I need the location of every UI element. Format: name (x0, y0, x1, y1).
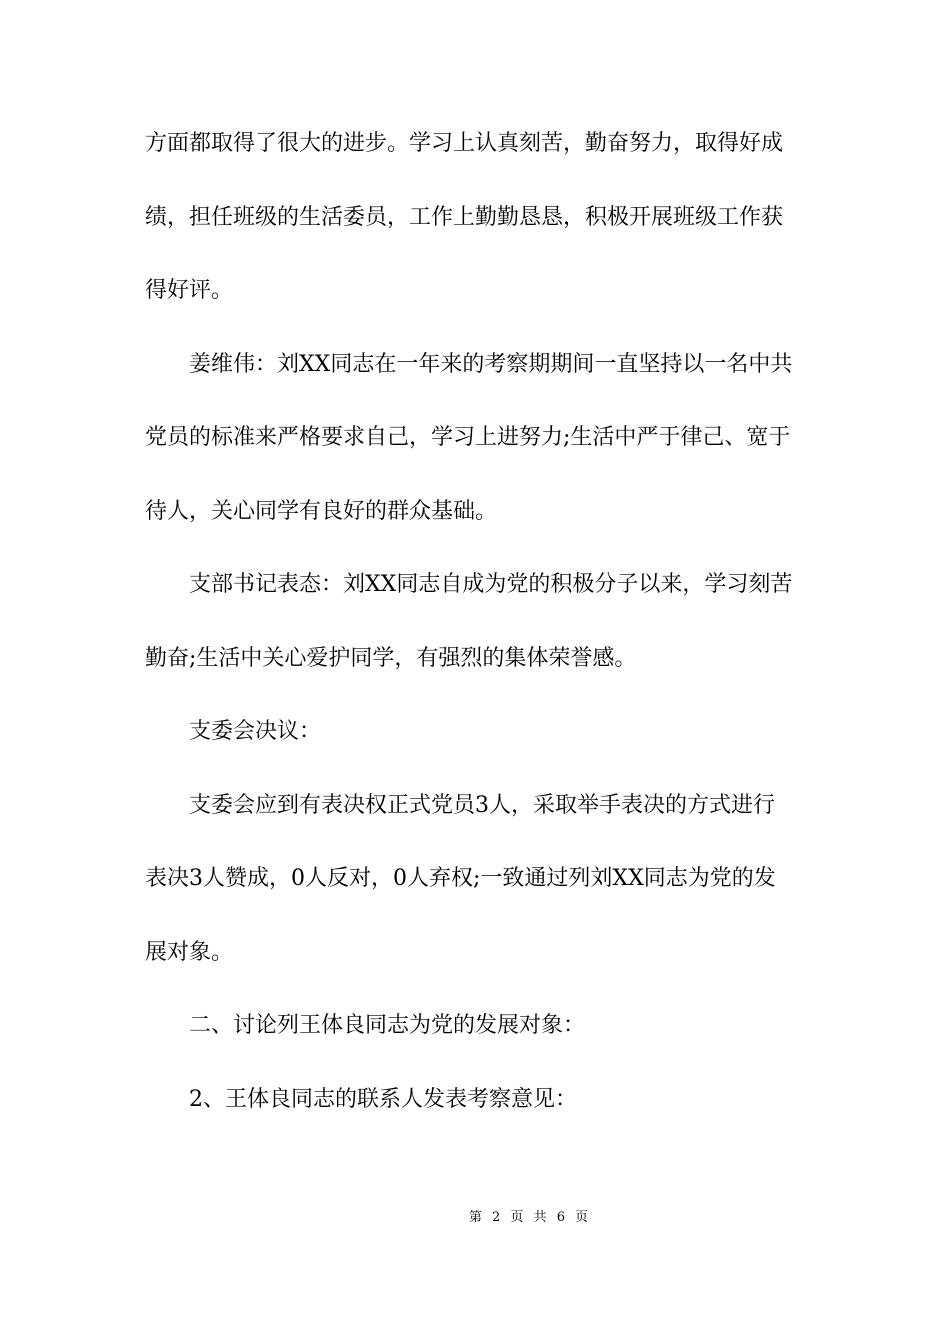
paragraph-line: 方面都取得了很大的进步。学习上认真刻苦，勤奋努力，取得好成 (145, 131, 784, 156)
document-body (145, 126, 810, 1155)
paragraph-line: 得好评。 (145, 278, 234, 303)
paragraph-line: 党员的标准来严格要求自己，学习上进努力;生活中严于律己、宽于 (145, 425, 791, 450)
page-number-footer: 第 2 页 共 6 页 (468, 1210, 592, 1225)
paragraph-line: 支委会应到有表决权正式党员3人，采取举手表决的方式进行 (189, 792, 775, 818)
paragraph-line: 勤奋;生活中关心爱护同学，有强烈的集体荣誉感。 (145, 645, 637, 671)
paragraph-line: 表决3人赞成，0人反对，0人弃权;一致通过列刘XX同志为党的发 (145, 866, 776, 891)
paragraph-line: 待人，关心同学有良好的群众基础。 (145, 498, 498, 524)
paragraph-line: 支部书记表态：刘XX同志自成为党的积极分子以来，学习刻苦 (189, 572, 793, 597)
paragraph-line: 二、讨论列王体良同志为党的发展对象： (189, 1013, 586, 1038)
paragraph-line: 展对象。 (145, 939, 234, 965)
paragraph-line: 绩，担任班级的生活委员，工作上勤勤恳恳，积极开展班级工作获 (145, 204, 784, 230)
paragraph-line: 支委会决议： (189, 719, 322, 744)
paragraph-line: 2、王体良同志的联系人发表考察意见： (189, 1086, 577, 1112)
paragraph-line: 姜维伟：刘XX同志在一年来的考察期期间一直坚持以一名中共 (189, 351, 793, 377)
